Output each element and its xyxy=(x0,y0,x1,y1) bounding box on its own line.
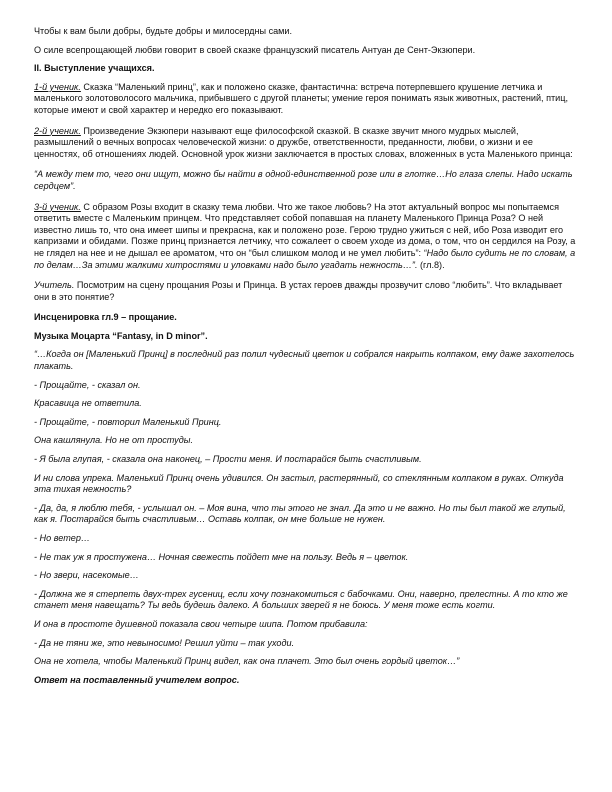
student-2-label: 2-й ученик. xyxy=(34,125,81,136)
paragraph-kindness: Чтобы к вам были добры, будьте добры и милосердны сами. xyxy=(34,26,293,36)
dialogue-line-2: - Прощайте, - сказал он. xyxy=(34,379,141,390)
paragraph-student-1 xyxy=(34,82,578,117)
dialogue-line-12: - Должна же я стерпеть двух-трех гусениц, если хочу познакомиться с бабочками. Они, наверно, прелестны. А то кто же станет меня навещать? Ты ведь будешь далеко. А больших зверей я не боюсь. У меня тоже есть когти. xyxy=(34,588,568,611)
dialogue-line-9: - Но ветер… xyxy=(34,533,90,543)
student-3-reference: (гл.8). xyxy=(417,259,445,270)
student-1-label: 1-й ученик. xyxy=(34,81,81,92)
dialogue-line-5: Она кашлянула. Но не от простуды. xyxy=(34,435,193,446)
dialogue-line-13: И она в простоте душевной показала свои четыре шипа. Потом прибавила: xyxy=(34,618,368,629)
heading-music: Музыка Моцарта “Fantasy, in D minor”. xyxy=(34,330,208,341)
student-1-text: Сказка “Маленький принц”, как и положено сказке, фантастична: встреча потерпевшего крушение летчика и маленького золотоволосого мальчика, прибывшего с другой планеты; умение героя понимать язык животных, растений, птиц, которые имеют и свой характер и нередко его показывают. xyxy=(34,81,568,115)
dialogue-line-6: - Я была глупая, - сказала она наконец, – Прости меня. И постарайся быть счастливым. xyxy=(34,454,422,465)
paragraph-teacher xyxy=(34,280,578,303)
heading-staging: Инсценировка гл.9 – прощание. xyxy=(34,312,177,323)
teacher-text: Посмотрим на сцену прощания Розы и Принца. В устах героев дважды прозвучит слово “любить”. Что вкладывает они в это понятие? xyxy=(34,280,563,302)
dialogue-line-8: - Да, да, я люблю тебя, - услышал он. – Моя вина, что ты этого не знал. Да это и не важно. Но ты был такой же глупый, как я. Постарайся быть счастливым… Оставь колпак, он мне больше не нужен. xyxy=(34,502,566,525)
paragraph-student-2 xyxy=(34,126,578,161)
dialogue-line-3: Красавица не ответила. xyxy=(34,398,142,409)
quote-seek-with-heart: “А между тем то, чего они ищут, можно бы найти в одной-единственной розе или в глотке…Но глаза слепы. Надо искать сердцем”. xyxy=(34,169,573,191)
dialogue-line-10: - Не так уж я простужена… Ночная свежесть пойдет мне на пользу. Ведь я – цветок. xyxy=(34,551,409,562)
teacher-label: Учитель. xyxy=(34,280,75,291)
student-3-text: С образом Розы входит в сказку тема любви. Что же такое любовь? На этот актуальный вопрос мы попытаемся ответить вместе с Маленьким принцем. Что представляет собой попавшая на планету Маленького Принца Роза? О ней известно лишь то, что она имеет шипы и прекрасна, как и положено розе. Герою трудно ужиться с ней, ибо Роза изводит его капризами и обидами. Позже принц признается летчику, что сожалеет о своем уходе из дома, о том, что он сердился на Розу, а не глядел на нее и не дышал ее ароматом, что он “был слишком молод и не умел любить”: xyxy=(34,201,576,258)
dialogue-line-1: “…Когда он [Маленький Принц] в последний раз полил чудесный цветок и собрался накрыть колпаком, ему даже захотелось плакать. xyxy=(34,349,575,372)
dialogue-line-4: - Прощайте, - повторил Маленький Принц. xyxy=(34,416,222,427)
student-3-quote: “Надо было судить не по словам, а по делам…За этими жалкими хитростями и уловками надо было угадать нежность…”. xyxy=(34,247,576,270)
paragraph-author-intro: О силе всепрощающей любви говорит в своей сказке французский писатель Антуан де Сент-Экзюпери. xyxy=(34,44,476,55)
dialogue-line-14: - Да не тяни же, это невыносимо! Решил уйти – так уходи. xyxy=(34,637,295,648)
student-3-label: 3-й ученик. xyxy=(34,201,81,212)
dialogue-line-7: И ни слова упрека. Маленький Принц очень удивился. Он застыл, растерянный, со стеклянным колпаком в руках. Откуда эта тихая нежность? xyxy=(34,472,564,495)
dialogue-line-11: - Но звери, насекомые… xyxy=(34,570,139,581)
student-2-text: Произведение Экзюпери называют еще философской сказкой. В сказке звучит много мудрых мыслей, размышлений о вечных вопросах человеческой жизни: о дружбе, ответственности, преданности, любви, о жизни и ее ценностях, об отношениях людей. Основной урок жизни заключается в простых словах, вложенных в уста Маленького принца: xyxy=(34,125,573,159)
paragraph-student-3 xyxy=(34,202,578,272)
heading-student-speeches: II. Выступление учащихся. xyxy=(34,63,155,74)
heading-answer: Ответ на поставленный учителем вопрос. xyxy=(34,674,240,685)
dialogue-line-15: Она не хотела, чтобы Маленький Принц видел, как она плачет. Это был очень гордый цветок…” xyxy=(34,656,460,667)
